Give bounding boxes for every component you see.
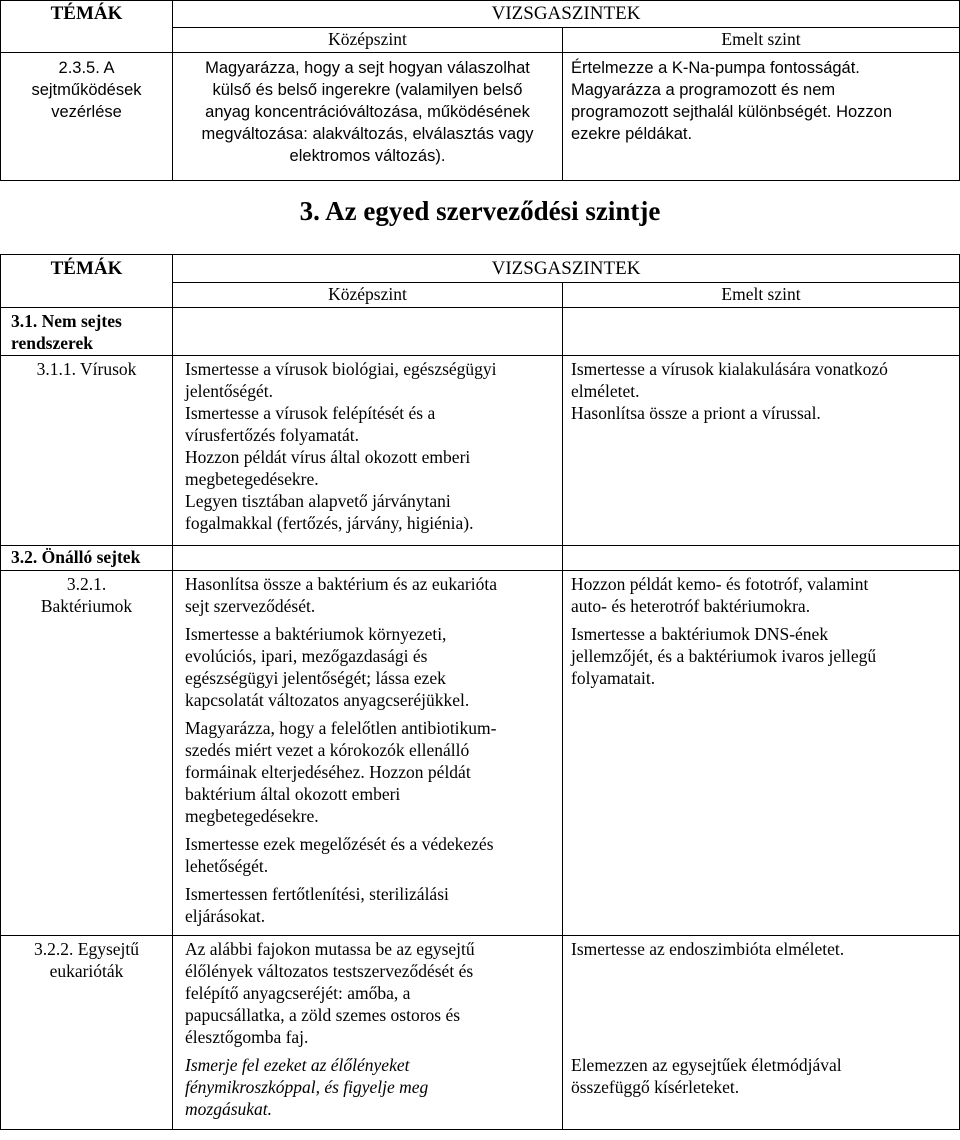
text-line: Ismertesse ezek megelőzését és a védekezés <box>185 834 494 854</box>
text-line: Hozzon példát kemo- és fototróf, valamint <box>571 574 869 594</box>
text-line: folyamatait. <box>571 668 656 688</box>
topic-line: 3.1.1. Vírusok <box>36 359 137 379</box>
text-line: Ismertesse a vírusok biológiai, egészségügyi <box>185 359 497 379</box>
text-line: élesztőgomba faj. <box>185 1027 309 1047</box>
virus-emelt <box>563 356 960 546</box>
topic-line: Baktériumok <box>40 596 133 616</box>
topic-line: rendszerek <box>11 333 93 353</box>
text-line: jellemzőjét, és a baktériumok ivaros jellegű <box>571 646 877 666</box>
topic-311 <box>1 356 173 546</box>
bakt-kozep <box>173 571 563 936</box>
text-line: Hasonlítsa össze a baktérium és az eukarióta <box>185 574 497 594</box>
text-line: felépítő anyagcseréjét: amőba, a <box>185 983 411 1003</box>
topic-line: eukarióták <box>49 961 124 981</box>
text-line: mozgásukat. <box>185 1099 273 1119</box>
topic-line: 3.2.2. Egysejtű <box>34 939 139 959</box>
text-line: kapcsolatát változatos anyagcseréjükkel. <box>185 690 470 710</box>
text-line: baktérium által okozott emberi <box>185 784 401 804</box>
text-line: ezekre példákat. <box>571 125 693 143</box>
text-line: programozott sejthalál különbségét. Hozzon <box>571 103 893 121</box>
text-line: megbetegedésekre. <box>185 469 319 489</box>
euk-emelt <box>563 936 960 1130</box>
text-line: Ismertessen fertőtlenítési, sterilizálási <box>185 884 449 904</box>
topic-31 <box>1 308 173 356</box>
table-main <box>0 254 960 1130</box>
text-line: élőlények változatos testszerveződését és <box>185 961 474 981</box>
text-line: megbetegedésekre. <box>185 806 319 826</box>
text-line: elméletet. <box>571 381 640 401</box>
header-kozepszint: Középszint <box>173 28 563 53</box>
header-emelt-szint: Emelt szint <box>563 28 960 53</box>
topic-line: 3.1. Nem sejtes <box>11 311 122 331</box>
header-vizsgaszintek: VIZSGASZINTEK <box>173 255 960 283</box>
topic-322 <box>1 936 173 1130</box>
topic-line: 3.2.1. <box>66 574 107 594</box>
text-line: Magyarázza, hogy a felelőtlen antibiotikum- <box>185 718 497 738</box>
text-line: Ismertesse az endoszimbióta elméletet. <box>571 939 845 959</box>
text-line: Magyarázza, hogy a sejt hogyan válaszolhat <box>205 59 530 77</box>
text-line: papucsállatka, a zöld szemes ostoros és <box>185 1005 461 1025</box>
text-line: Ismertesse a baktériumok DNS-ének <box>571 624 829 644</box>
topic-32: 3.2. Önálló sejtek <box>1 546 173 571</box>
empty-cell <box>563 308 960 356</box>
topic-line: sejtműködések <box>31 81 142 99</box>
text-line: lehetőségét. <box>185 856 269 876</box>
empty-cell <box>173 546 563 571</box>
text-line: Az alábbi fajokon mutassa be az egysejtű <box>185 939 475 959</box>
text-line: Ismerje fel ezeket az élőlényeket <box>185 1055 410 1075</box>
text-line: elektromos változás). <box>289 147 446 165</box>
text-line: egészségügyi jelentőségét; lássa ezek <box>185 668 446 688</box>
kozep-235 <box>173 53 563 181</box>
text-line: Hozzon példát vírus által okozott emberi <box>185 447 471 467</box>
text-line: Hasonlítsa össze a priont a vírussal. <box>571 403 821 423</box>
emelt-235 <box>563 53 960 181</box>
section-title: 3. Az egyed szerveződési szintje <box>299 196 661 226</box>
text-line: fénymikroszkóppal, és figyelje meg <box>185 1077 429 1097</box>
text-line: anyag koncentrációváltozása, működésének <box>205 103 530 121</box>
text-line: Magyarázza a programozott és nem <box>571 81 836 99</box>
text-line: Ismertesse a vírusok felépítését és a <box>185 403 436 423</box>
header-vizsgaszintek: VIZSGASZINTEK <box>173 1 960 28</box>
empty-cell <box>563 546 960 571</box>
text-line: Elemezzen az egysejtűek életmódjával <box>571 1055 842 1075</box>
virus-kozep <box>173 356 563 546</box>
header-kozepszint: Középszint <box>173 283 563 308</box>
text-line: eljárásokat. <box>185 906 266 926</box>
text-line: Ismertesse a vírusok kialakulására vonatkozó <box>571 359 888 379</box>
text-line: sejt szerveződését. <box>185 596 316 616</box>
text-line: jelentőségét. <box>185 381 273 401</box>
topic-235 <box>1 53 173 181</box>
header-temak: TÉMÁK <box>1 1 173 53</box>
text-line: vírusfertőzés folyamatát. <box>185 425 359 445</box>
text-line: összefüggő kísérleteket. <box>571 1077 740 1097</box>
empty-cell <box>173 308 563 356</box>
bakt-emelt <box>563 571 960 936</box>
text-line: evolúciós, ipari, mezőgazdasági és <box>185 646 428 666</box>
topic-321 <box>1 571 173 936</box>
text-line: formáinak elterjedéséhez. Hozzon példát <box>185 762 471 782</box>
header-temak: TÉMÁK <box>1 255 173 308</box>
euk-kozep <box>173 936 563 1130</box>
table-top <box>0 0 960 181</box>
header-emelt-szint: Emelt szint <box>563 283 960 308</box>
topic-line: vezérlése <box>51 103 122 121</box>
text-line: külső és belső ingerekre (valamilyen belső <box>212 81 523 99</box>
text-line: szedés miért vezet a kórokozók ellenálló <box>185 740 470 760</box>
topic-line: 2.3.5. A <box>58 59 115 77</box>
text-line: megváltozása: alakváltozás, elválasztás vagy <box>201 125 534 143</box>
text-line: fogalmakkal (fertőzés, járvány, higiénia). <box>185 513 474 533</box>
text-line: Értelmezze a K-Na-pumpa fontosságát. <box>571 59 860 77</box>
text-line: Legyen tisztában alapvető járványtani <box>185 491 451 511</box>
text-line: auto- és heterotróf baktériumokra. <box>571 596 811 616</box>
text-line: Ismertesse a baktériumok környezeti, <box>185 624 447 644</box>
